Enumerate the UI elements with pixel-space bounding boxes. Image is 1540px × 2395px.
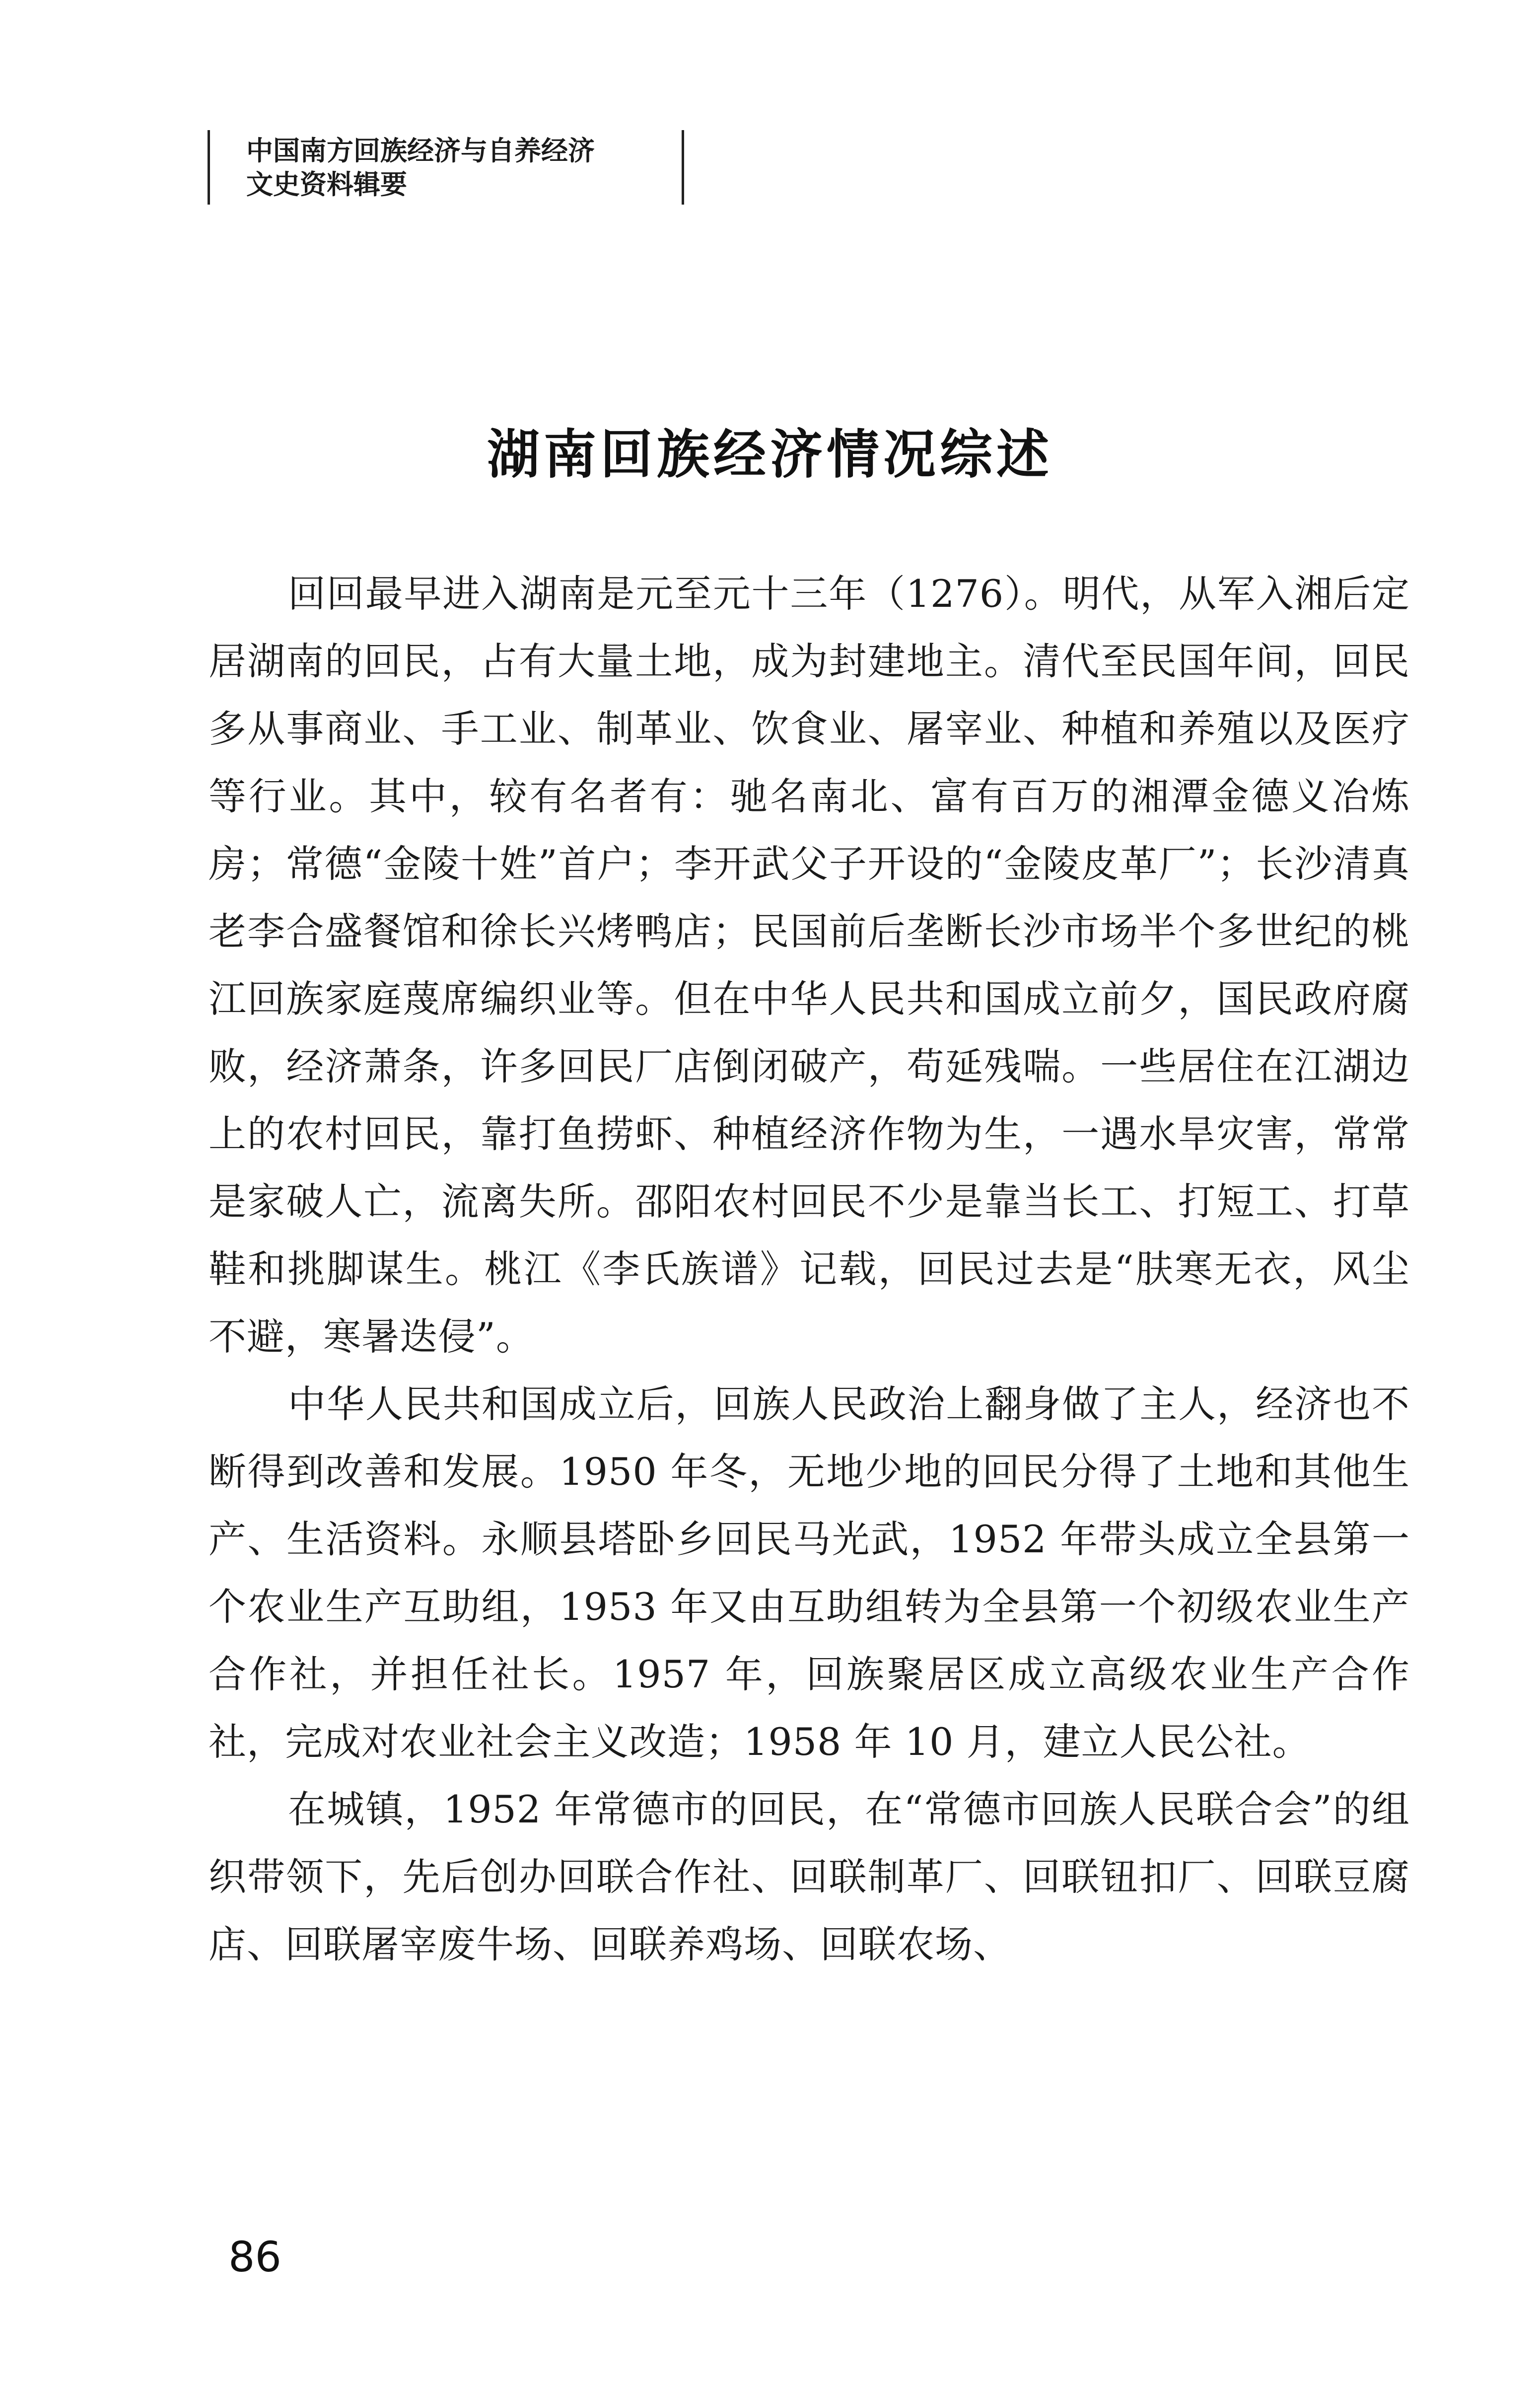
paragraph-2: 中华人民共和国成立后，回族人民政治上翻身做了主人，经济也不断得到改善和发展。1950 年冬，无地少地的回民分得了土地和其他生产、生活资料。永顺县塔卧乡回民马光武，1952 年带头成立全县第一个农业生产互助组，1953 年又由互助组转为全县第一个初级农业生产合作社，并担任社长。1957 年，回族聚居区成立高级农业生产合作社，完成对农业社会主义改造；1958 年 10 月，建立人民公社。 bbox=[209, 1382, 1410, 1764]
running-header bbox=[208, 130, 684, 205]
running-header-line-2: 文史资料辑要 bbox=[246, 169, 407, 200]
page-number: 86 bbox=[228, 2233, 281, 2281]
header-rule-right bbox=[682, 130, 684, 205]
running-header-line-1: 中国南方回族经济与自养经济 bbox=[246, 135, 595, 166]
article-body bbox=[209, 560, 1410, 1978]
paragraph-3: 在城镇，1952 年常德市的回民，在“常德市回族人民联合会”的组织带领下，先后创办回联合作社、回联制革厂、回联钮扣厂、回联豆腐店、回联屠宰废牛场、回联养鸡场、回联农场、 bbox=[209, 1787, 1410, 1966]
article-title: 湖南回族经济情况综述 bbox=[487, 424, 1053, 486]
paragraph-1: 回回最早进入湖南是元至元十三年（1276）。明代，从军入湘后定居湖南的回民，占有大量土地，成为封建地主。清代至民国年间，回民多从事商业、手工业、制革业、饮食业、屠宰业、种植和养殖以及医疗等行业。其中，较有名者有：驰名南北、富有百万的湘潭金德义冶炼房；常德“金陵十姓”首户；李开武父子开设的“金陵皮革厂”；长沙清真老李合盛餐馆和徐长兴烤鸭店；民国前后垄断长沙市场半个多世纪的桃江回族家庭蔑席编织业等。但在中华人民共和国成立前夕，国民政府腐败，经济萧条，许多回民厂店倒闭破产，苟延残喘。一些居住在江湖边上的农村回民，靠打鱼捞虾、种植经济作物为生，一遇水旱灾害，常常是家破人亡，流离失所。邵阳农村回民不少是靠当长工、打短工、打草鞋和挑脚谋生。桃江《李氏族谱》记载，回民过去是“肤寒无衣，风尘不避，寒暑迭侵”。 bbox=[209, 572, 1410, 1359]
header-rule-left bbox=[208, 130, 210, 205]
